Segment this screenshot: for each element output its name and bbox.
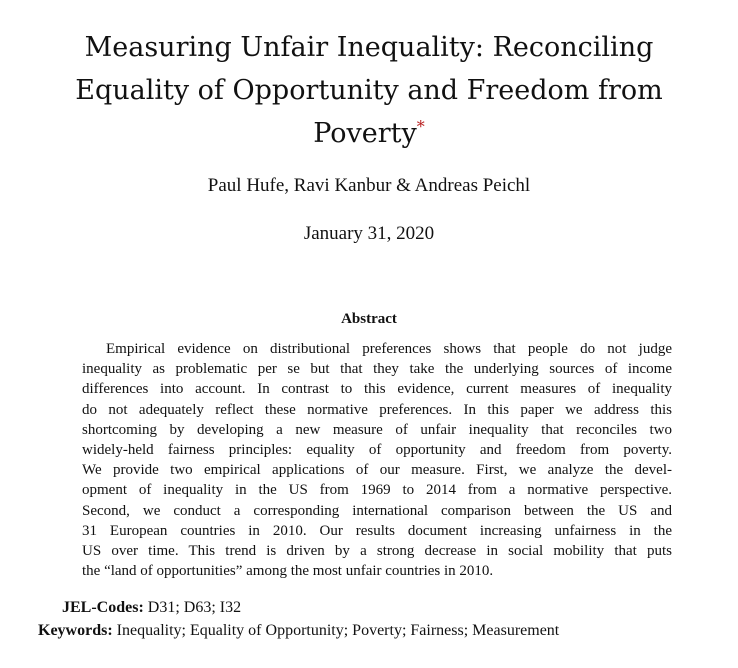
abstract-line: US over time. This trend is driven by a strong decrease in social mobility that puts xyxy=(82,542,672,559)
paper-title xyxy=(20,26,718,155)
abstract-line: We provide two empirical applications of our measure. First, we analyze the devel- xyxy=(82,462,672,479)
abstract-line: 31 European countries in 2010. Our results document increasing unfairness in the xyxy=(82,522,672,539)
publication-date: January 31, 2020 xyxy=(303,223,435,244)
jel-codes-value: D31; D63; I32 xyxy=(147,599,242,616)
title-line-3 xyxy=(20,112,718,155)
title-line-1: Measuring Unfair Inequality: Reconciling xyxy=(84,32,654,63)
title-line-2: Equality of Opportunity and Freedom from xyxy=(75,75,663,106)
abstract-line: inequality as problematic per se but that they take the underlying sources of income xyxy=(82,361,672,378)
keywords xyxy=(38,621,738,641)
abstract-line: differences into account. In contrast to this evidence, current measures of inequality xyxy=(82,381,672,398)
abstract-heading: Abstract xyxy=(341,311,397,327)
author-list: Paul Hufe, Ravi Kanbur & Andreas Peichl xyxy=(207,175,531,196)
abstract-body xyxy=(82,339,672,581)
jel-codes xyxy=(62,598,738,618)
abstract-line: opment of inequality in the US from 1969 to 2014 from a normative perspective. xyxy=(82,482,672,499)
title-line-3-text: Poverty xyxy=(313,118,417,149)
abstract-line: Second, we conduct a corresponding international comparison between the US and xyxy=(82,502,672,519)
abstract-line: shortcoming by developing a new measure of unfair inequality that reconciles two xyxy=(82,421,672,438)
jel-codes-label: JEL-Codes: xyxy=(62,599,144,616)
keywords-value: Inequality; Equality of Opportunity; Poverty; Fairness; Measurement xyxy=(116,622,560,639)
abstract-line: widely-held fairness principles: equality of opportunity and freedom from poverty. xyxy=(82,441,672,458)
title-footnote-mark[interactable]: * xyxy=(416,117,425,136)
abstract-line: do not adequately reflect these normative preferences. In this paper we address this xyxy=(82,401,672,418)
abstract-line: the “land of opportunities” among the most unfair countries in 2010. xyxy=(82,563,494,580)
keywords-label: Keywords: xyxy=(38,622,113,639)
abstract-line: Empirical evidence on distributional preferences shows that people do not judge xyxy=(106,341,672,357)
